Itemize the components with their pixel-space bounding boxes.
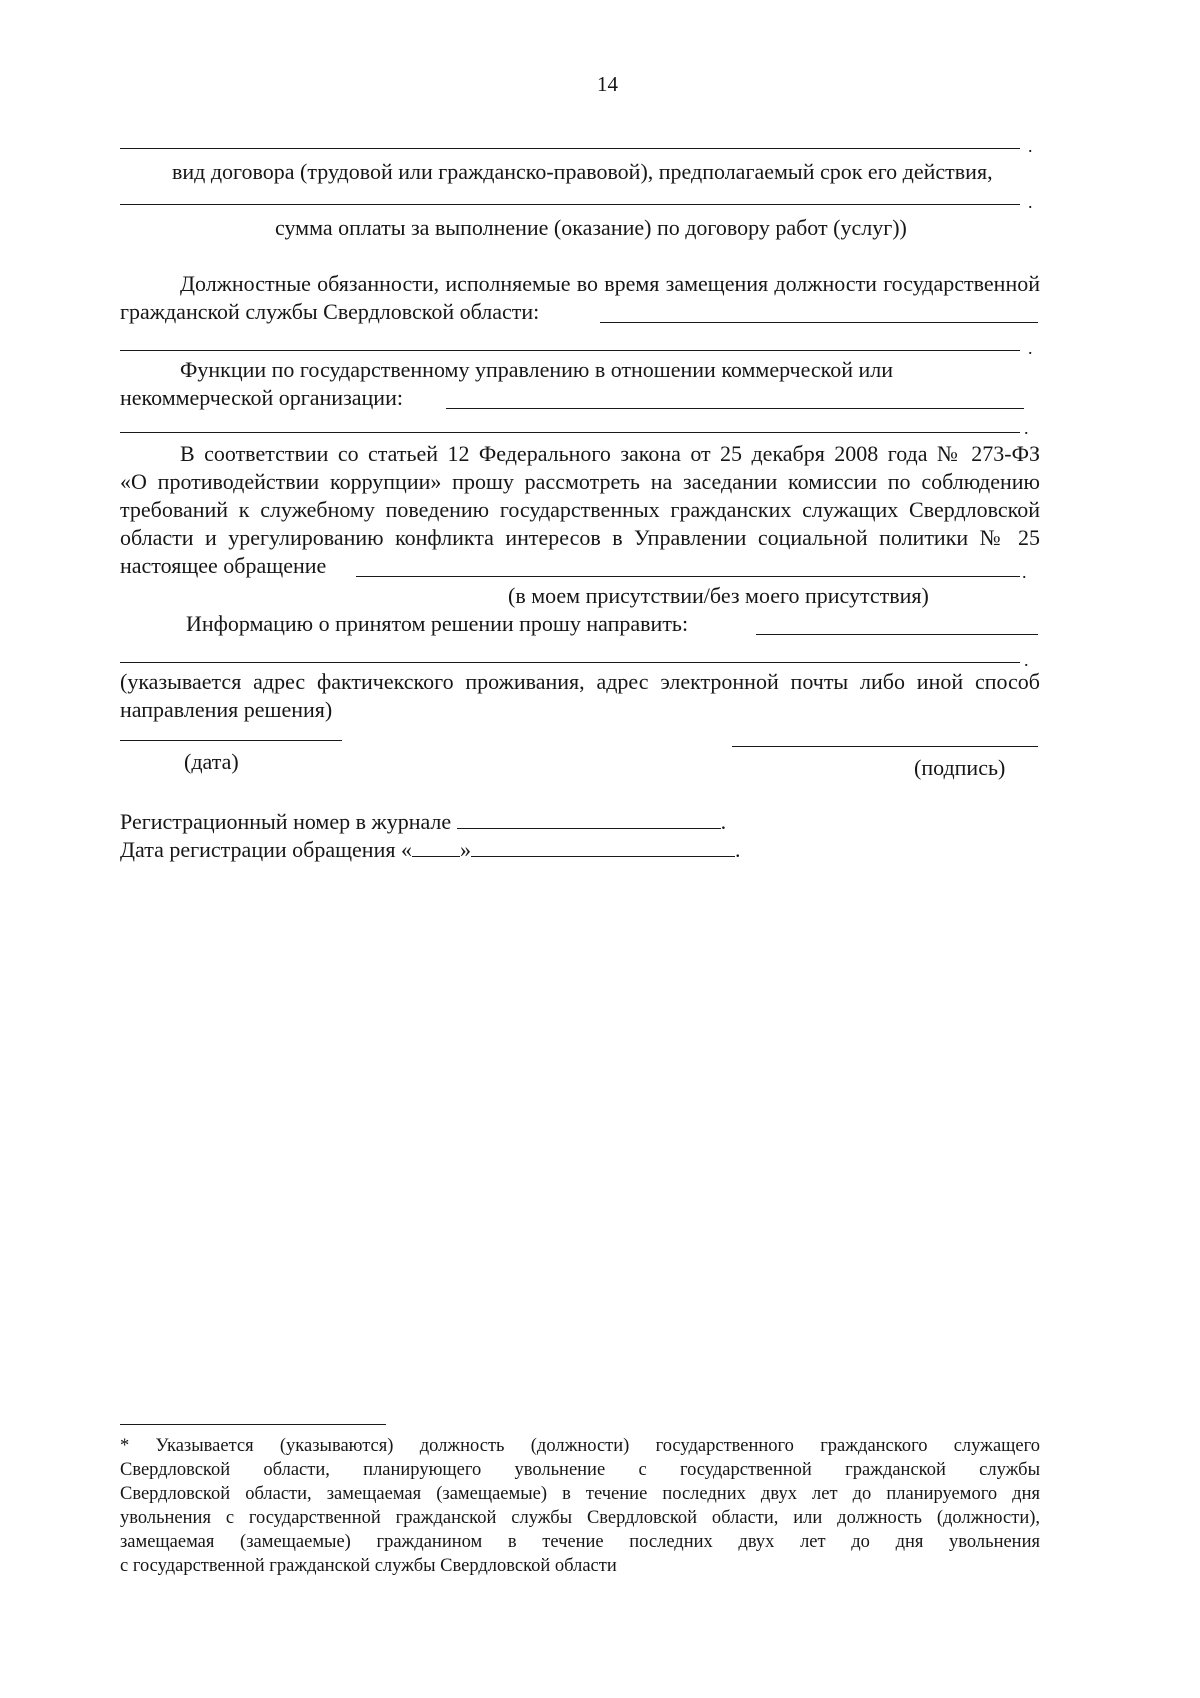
registration-number-label: Регистрационный номер в журнале xyxy=(120,809,452,834)
request-line-1: В соответствии со статьей 12 Федерального закона от 25 декабря 2008 года № 273-ФЗ xyxy=(180,441,1040,466)
duties-line-1: Должностные обязанности, исполняемые во время замещения должности государственной xyxy=(180,271,1040,296)
request-paragraph xyxy=(120,440,1040,552)
signature-caption: (подпись) xyxy=(914,755,1006,780)
presence-caption: (в моем присутствии/без моего присутствия) xyxy=(508,583,929,608)
footnote-line-2: Свердловской области, планирующего увольнение с государственной гражданской службы xyxy=(120,1460,1040,1480)
registration-date-quote: » xyxy=(459,837,471,862)
request-line-3: требований к служебному поведению государственных гражданских служащих Свердловской xyxy=(120,497,1040,522)
period-mark: . xyxy=(1024,650,1029,670)
period-mark: . xyxy=(1028,136,1033,156)
page-number: 14 xyxy=(597,72,618,96)
duties-line-2: гражданской службы Свердловской области: xyxy=(120,299,540,324)
footnote-line-4: увольнения с государственной гражданской службы Свердловской области, или должность (должности), xyxy=(120,1508,1040,1528)
info-line-1: Информацию о принятом решении прошу направить: xyxy=(186,611,689,636)
footnote-line-5: замещаемая (замещаемые) гражданином в течение последних двух лет до дня увольнения xyxy=(120,1532,1040,1552)
contract-blank-line-1 xyxy=(120,148,1020,149)
footnote-separator xyxy=(120,1424,386,1425)
footnote-line-3: Свердловской области, замещаемая (замещаемые) в течение последних двух лет до планируемого дня xyxy=(120,1484,1040,1504)
registration-date-label: Дата регистрации обращения « xyxy=(120,837,412,862)
registration-day-blank xyxy=(412,838,460,857)
period-mark: . xyxy=(734,837,741,862)
info-blank-line-2 xyxy=(120,662,1020,663)
functions-line-1: Функции по государственному управлению в отношении коммерческой или xyxy=(180,357,894,382)
functions-line-2: некоммерческой организации: xyxy=(120,385,403,410)
signature-blank xyxy=(732,746,1038,747)
period-mark: . xyxy=(1028,338,1033,358)
footnote-line-6: с государственной гражданской службы Свердловской области xyxy=(120,1556,617,1576)
period-mark: . xyxy=(720,809,727,834)
request-last-line: настоящее обращение xyxy=(120,553,327,578)
date-caption: (дата) xyxy=(184,749,239,774)
contract-type-caption: вид договора (трудовой или гражданско-правовой), предполагаемый срок его действия, xyxy=(172,159,993,184)
period-mark: . xyxy=(1028,192,1033,212)
contract-blank-line-2 xyxy=(120,204,1020,205)
info-blank xyxy=(756,634,1038,635)
functions-blank-line-2 xyxy=(120,432,1020,433)
date-blank xyxy=(120,740,342,741)
registration-number-blank xyxy=(457,810,721,829)
registration-date-blank xyxy=(471,838,735,857)
request-blank xyxy=(356,576,1020,577)
footnote-line-1: * Указывается (указываются) должность (должности) государственного гражданского служащего xyxy=(120,1436,1040,1456)
request-line-2: «О противодействии коррупции» прошу рассмотреть на заседании комиссии по соблюдению xyxy=(120,469,1040,494)
period-mark: . xyxy=(1024,418,1029,438)
duties-blank xyxy=(600,322,1038,323)
address-caption-line-1: (указывается адрес фактичекского проживания, адрес электронной почты либо иной способ xyxy=(120,669,1040,694)
period-mark: . xyxy=(1022,562,1027,582)
duties-blank-line-2 xyxy=(120,350,1020,351)
contract-sum-caption: сумма оплаты за выполнение (оказание) по договору работ (услуг)) xyxy=(275,215,907,240)
address-caption-line-2: направления решения) xyxy=(120,697,333,722)
footnote xyxy=(120,1434,1040,1578)
request-line-4: области и урегулированию конфликта интересов в Управлении социальной политики № 25 xyxy=(120,525,1040,550)
functions-blank xyxy=(446,408,1024,409)
